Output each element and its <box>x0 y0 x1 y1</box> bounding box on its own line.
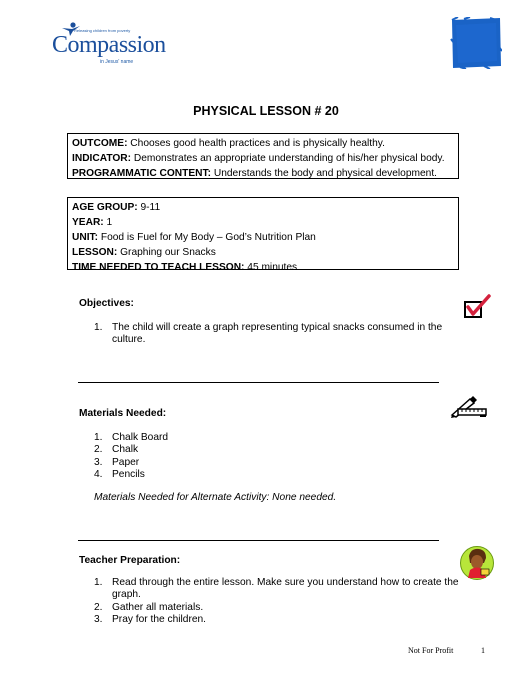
item-text: Chalk <box>112 444 139 456</box>
page-number: 1 <box>481 646 485 655</box>
programmatic-content-line <box>72 166 454 181</box>
lesson-value: Graphing our Snacks <box>117 247 216 258</box>
section-divider <box>78 540 439 541</box>
logo-tagline: Releasing children from poverty <box>74 28 131 33</box>
list-item <box>94 322 464 347</box>
outcome-line <box>72 136 454 151</box>
lesson-line <box>72 245 454 260</box>
year-label: YEAR: <box>72 217 104 228</box>
item-text: The child will create a graph representing typical snacks consumed in the culture. <box>112 322 443 346</box>
unit-value: Food is Fuel for My Body – God’s Nutrition Plan <box>98 232 316 243</box>
lesson-label: LESSON: <box>72 247 118 258</box>
checkmark-box-icon <box>463 294 491 320</box>
preparation-list <box>94 577 464 626</box>
item-text: Paper <box>112 456 140 468</box>
logo-subline: in Jesus' name <box>100 59 134 65</box>
teacher-avatar-icon <box>459 544 495 582</box>
item-number: 3. <box>94 456 103 468</box>
item-number: 3. <box>94 613 103 625</box>
programmatic-content-text: Understands the body and physical development. <box>211 168 437 179</box>
list-item <box>94 457 394 469</box>
page-title: PHYSICAL LESSON # 20 <box>193 104 339 118</box>
time-needed-line <box>72 260 454 275</box>
list-item <box>94 444 394 456</box>
item-number: 1. <box>94 432 103 443</box>
compassion-logo <box>52 22 166 66</box>
unit-label: UNIT: <box>72 232 99 243</box>
logo-wordmark: Compassion <box>52 32 166 58</box>
item-text: Chalk Board <box>112 432 169 443</box>
objectives-heading: Objectives: <box>79 298 134 309</box>
indicator-line <box>72 151 454 166</box>
year-line <box>72 215 454 230</box>
pencil-ruler-icon <box>450 395 488 419</box>
list-item <box>94 602 464 614</box>
item-text: Pray for the children. <box>112 613 206 625</box>
section-divider <box>78 382 439 383</box>
outcome-box <box>67 133 459 179</box>
outcome-text: Chooses good health practices and is physically healthy. <box>127 138 385 149</box>
blue-stamp-icon <box>450 17 502 69</box>
outcome-label: OUTCOME: <box>72 138 128 149</box>
age-group-line <box>72 200 454 215</box>
lesson-info-box <box>67 197 459 273</box>
age-group-label: AGE GROUP: <box>72 202 138 213</box>
programmatic-content-label: PROGRAMMATIC CONTENT: <box>72 168 212 179</box>
item-number: 1. <box>94 322 103 333</box>
indicator-text: Demonstrates an appropriate understanding of his/her physical body. <box>131 153 445 164</box>
item-number: 1. <box>94 577 103 588</box>
year-value: 1 <box>103 217 113 228</box>
time-needed-value: 45 minutes <box>244 262 298 273</box>
footer-text: Not For Profit <box>408 646 454 655</box>
unit-line <box>72 230 454 245</box>
indicator-label: INDICATOR: <box>72 153 132 164</box>
list-item <box>94 432 394 444</box>
list-item <box>94 577 464 602</box>
item-number: 2. <box>94 444 103 456</box>
item-text: Gather all materials. <box>112 601 204 613</box>
item-text: Read through the entire lesson. Make sure you understand how to create the graph. <box>112 577 459 601</box>
materials-heading: Materials Needed: <box>79 408 167 419</box>
item-number: 4. <box>94 468 103 480</box>
item-text: Pencils <box>112 468 145 480</box>
list-item <box>94 469 394 481</box>
time-needed-label: TIME NEEDED TO TEACH LESSON: <box>72 262 245 273</box>
materials-list <box>94 432 394 481</box>
item-number: 2. <box>94 601 103 613</box>
teacher-preparation-heading: Teacher Preparation: <box>79 555 181 566</box>
age-group-value: 9-11 <box>137 202 161 213</box>
objectives-list <box>94 322 464 347</box>
list-item <box>94 614 464 626</box>
alternate-materials-note: Materials Needed for Alternate Activity: None needed. <box>94 492 337 503</box>
